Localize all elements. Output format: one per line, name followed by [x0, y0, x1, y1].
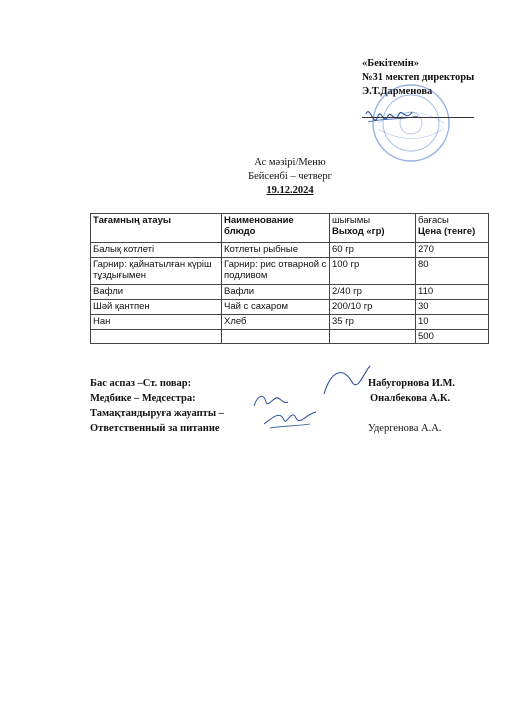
cell-price: 30 [416, 300, 489, 315]
menu-title: Ас мәзірі/Меню [254, 157, 326, 168]
cell-dish-ru: Гарнир: рис отварной с подливом [222, 258, 330, 285]
responsible-signature-icon [262, 404, 318, 432]
chef-role: Бас аспаз –Ст. повар: [90, 378, 192, 389]
director-signature-icon [362, 100, 422, 132]
cell-yield: 35 гр [330, 315, 416, 330]
cell-dish-ru: Хлеб [222, 315, 330, 330]
menu-title-block [200, 156, 380, 198]
cell-dish-kz: Шәй қантпен [91, 300, 222, 315]
menu-date: 19.12.2024 [266, 185, 314, 196]
header-dish-ru: Наименование блюдо [222, 214, 330, 243]
approval-line-director: №31 мектеп директоры [362, 72, 475, 83]
signatures-block [90, 376, 490, 436]
header-yield [330, 214, 416, 243]
cell-yield: 60 гр [330, 243, 416, 258]
cell-price: 270 [416, 243, 489, 258]
cell-dish-ru: Котлеты рыбные [222, 243, 330, 258]
header-yield-ru: Выход «гр) [332, 226, 385, 237]
header-yield-kz: шығымы [332, 215, 371, 226]
table-row [91, 243, 489, 258]
table-header-row [91, 214, 489, 243]
cell-dish-kz: Гарнир: қайнатылған күріш тұздығымен [91, 258, 222, 285]
table-row [91, 300, 489, 315]
cell-price: 80 [416, 258, 489, 285]
nurse-role: Медбике – Медсестра: [90, 393, 196, 404]
cell-dish-kz: Балық котлеті [91, 243, 222, 258]
table-row [91, 285, 489, 300]
cell-dish-ru: Вафли [222, 285, 330, 300]
table-row [91, 258, 489, 285]
nurse-name: Оналбекова А.К. [370, 393, 451, 404]
chef-name: Набугорнова И.М. [368, 378, 456, 389]
cell-empty [330, 330, 416, 344]
table-total-row [91, 330, 489, 344]
header-price-kz: бағасы [418, 215, 449, 226]
cell-price: 10 [416, 315, 489, 330]
approval-line-name: Э.Т.Дарменова [362, 86, 433, 97]
cell-yield: 2/40 гр [330, 285, 416, 300]
menu-weekday: Бейсенбі – четверг [248, 171, 332, 182]
cell-empty [222, 330, 330, 344]
header-price-ru: Цена (тенге) [418, 226, 476, 237]
responsible-name: Удергенова А.А. [368, 423, 442, 434]
chef-signature-icon [322, 364, 372, 400]
signature-underline [362, 117, 474, 118]
responsible-role-ru: Ответственный за питание [90, 423, 220, 434]
cell-yield: 200/10 гр [330, 300, 416, 315]
responsible-role-kz: Тамақтандыруға жауапты – [90, 408, 224, 419]
signature-row-chef [90, 376, 490, 391]
cell-empty [91, 330, 222, 344]
cell-total: 500 [416, 330, 489, 344]
cell-dish-kz: Вафли [91, 285, 222, 300]
header-dish-kz: Тағамның атауы [91, 214, 222, 243]
table-row [91, 315, 489, 330]
menu-table [90, 213, 489, 344]
cell-dish-ru: Чай с сахаром [222, 300, 330, 315]
header-price [416, 214, 489, 243]
cell-dish-kz: Нан [91, 315, 222, 330]
cell-price: 110 [416, 285, 489, 300]
approval-line-approve: «Бекітемін» [362, 58, 420, 69]
cell-yield: 100 гр [330, 258, 416, 285]
